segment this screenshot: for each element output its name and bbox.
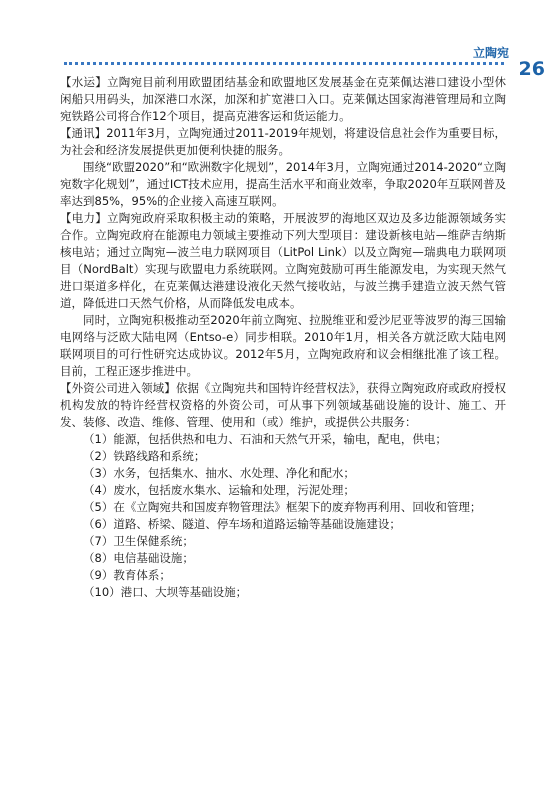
list-item: （4）废水，包括废水集水、运输和处理，污泥处理； [83,483,355,497]
header-dotted-rule [64,62,504,65]
list-item: （3）水务，包括集水、抽水、水处理、净化和配水； [83,466,355,480]
paragraph-foreign-companies: 【外资公司进入领域】依据《立陶宛共和国特许经营权法》，获得立陶宛政府或政府授权机构发放的特许经营权资格的外资公司，可从事下列领域基础设施的设计、施工、开发、装修、改造、维修、管理、使用和（或）维护，或提供公共服务： [60,381,506,429]
page-number: 26 [518,58,545,80]
list-item: （5）在《立陶宛共和国废弃物管理法》框架下的废弃物再利用、回收和管理； [83,500,482,514]
page-body [60,74,506,601]
paragraph-water-transport: 【水运】立陶宛目前利用欧盟团结基金和欧盟地区发展基金在克莱佩达港口建设小型休闲船只用码头，加深港口水深，加深和扩宽港口入口。克莱佩达国家海港管理局和立陶宛铁路公司将合作12个项目，提高克港客运和货运能力。 [60,75,506,123]
list-item: （9）教育体系； [83,568,171,582]
list-item: （8）电信基础设施； [83,551,194,565]
list-item: （2）铁路线路和系统； [83,449,206,463]
paragraph-power: 【电力】立陶宛政府采取积极主动的策略，开展波罗的海地区双边及多边能源领域务实合作。立陶宛政府在能源电力领域主要推动下列大型项目：建设新核电站—维萨吉纳斯核电站；通过立陶宛—波兰电力联网项目（LitPol Link）以及立陶宛—瑞典电力联网项目（NordBalt）实现与欧盟电力系统联网。立陶宛鼓励可再生能源发电，为实现天然气进口渠道多样化，在克莱佩达港建设液化天然气接收站，与波兰携手建造立波天然气管道，降低进口天然气价格，从而降低发电成本。 [60,211,506,310]
list-item: （7）卫生保健系统； [83,534,194,548]
section-title: 立陶宛 [472,46,509,60]
paragraph-grid-sync: 同时，立陶宛积极推动至2020年前立陶宛、拉脱维亚和爱沙尼亚等波罗的海三国输电网络与泛欧大陆电网（Entso-e）同步相联。2010年1月，相关各方就泛欧大陆电网联网项目的可行性研究达成协议。2012年5月，立陶宛政府和议会相继批准了该工程。目前，工程正逐步推进中。 [60,313,506,378]
list-item: （1）能源，包括供热和电力、石油和天然气开采，输电，配电，供电； [83,432,447,446]
list-item: （10）港口、大坝等基础设施； [83,585,248,599]
paragraph-digital-plan: 围绕“欧盟2020”和“欧洲数字化规划”，2014年3月，立陶宛通过2014-2020“立陶宛数字化规划”，通过ICT技术应用，提高生活水平和商业效率，争取2020年互联网普及率达到85%，95%的企业接入高速互联网。 [60,160,506,208]
paragraph-telecom: 【通讯】2011年3月，立陶宛通过2011-2019年规划，将建设信息社会作为重要目标，为社会和经济发展提供更加便利快捷的服务。 [60,126,506,157]
list-item: （6）道路、桥梁、隧道、停车场和道路运输等基础设施建设； [83,517,401,531]
